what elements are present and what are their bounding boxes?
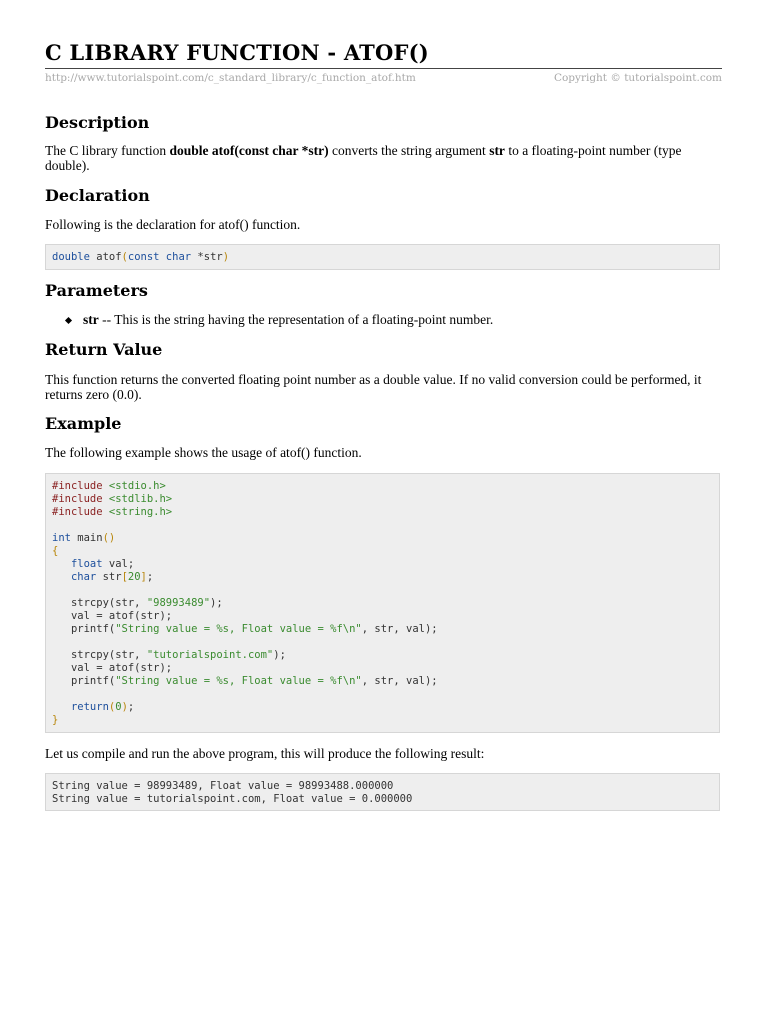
code-token bbox=[52, 558, 71, 570]
code-line bbox=[52, 506, 713, 519]
output-block bbox=[45, 773, 720, 811]
list-item bbox=[83, 312, 493, 327]
code-token: printf( bbox=[52, 675, 116, 687]
code-token: atof bbox=[89, 251, 122, 263]
code-token: val = atof(str); bbox=[52, 662, 173, 674]
code-line bbox=[52, 532, 713, 545]
code-token: ] bbox=[140, 571, 147, 583]
code-line bbox=[52, 714, 713, 727]
code-token: double bbox=[52, 251, 90, 263]
declaration-heading: Declaration bbox=[45, 186, 150, 205]
argument-name: str bbox=[489, 143, 505, 158]
code-token: float bbox=[70, 558, 103, 570]
code-token: , str, val); bbox=[361, 675, 438, 687]
copyright-notice: Copyright © tutorialspoint.com bbox=[553, 72, 722, 84]
code-token: ); bbox=[273, 649, 286, 661]
code-token: () bbox=[102, 532, 116, 544]
code-token: ) bbox=[222, 251, 230, 263]
code-token: val; bbox=[102, 558, 135, 570]
example-heading: Example bbox=[45, 414, 122, 433]
code-line bbox=[52, 675, 713, 688]
code-token: main bbox=[70, 532, 103, 544]
parameter-name: str bbox=[83, 312, 99, 327]
code-token: const char bbox=[127, 251, 192, 263]
declaration-code-block bbox=[45, 244, 720, 270]
code-line bbox=[52, 636, 713, 649]
code-line bbox=[52, 558, 713, 571]
code-token: char bbox=[70, 571, 97, 583]
description-text-part: The C library function bbox=[45, 143, 170, 158]
code-line bbox=[52, 493, 713, 506]
code-token: 20 bbox=[127, 571, 141, 583]
code-line bbox=[52, 480, 713, 493]
code-token bbox=[52, 571, 71, 583]
code-token: { bbox=[52, 545, 59, 557]
code-line bbox=[52, 571, 713, 584]
code-line bbox=[52, 649, 713, 662]
code-line bbox=[52, 610, 713, 623]
code-token: ( bbox=[121, 251, 128, 263]
code-line bbox=[52, 662, 713, 675]
description-text-part: to a floating-point number (type double). bbox=[45, 143, 682, 173]
code-token: "String value = %s, Float value = %f\n" bbox=[115, 675, 362, 687]
code-token: ; bbox=[146, 571, 154, 583]
description-heading: Description bbox=[45, 113, 150, 132]
page-title: C LIBRARY FUNCTION - ATOF() bbox=[45, 40, 429, 65]
code-token: ); bbox=[210, 597, 223, 609]
code-token: , str, val); bbox=[361, 623, 438, 635]
code-token: #include bbox=[52, 493, 109, 505]
code-line bbox=[52, 519, 713, 532]
code-token: * bbox=[191, 251, 204, 263]
code-token: val = atof(str); bbox=[52, 610, 173, 622]
function-signature: double atof(const char *str) bbox=[169, 143, 329, 158]
code-token: str bbox=[203, 251, 223, 263]
source-url[interactable]: http://www.tutorialspoint.com/c_standard_library/c_function_atof.htm bbox=[45, 72, 416, 84]
code-token: [ bbox=[121, 571, 128, 583]
code-token: #include bbox=[52, 480, 109, 492]
declaration-text: Following is the declaration for atof() function. bbox=[45, 217, 301, 232]
code-token: strcpy(str, bbox=[52, 649, 147, 661]
code-line bbox=[52, 701, 713, 714]
return-value-text: This function returns the converted floating point number as a double value. If no valid conversion could be performed, it returns zero (0.0). bbox=[45, 372, 702, 402]
code-token: } bbox=[52, 714, 59, 726]
description-text-part: converts the string argument bbox=[328, 143, 490, 158]
code-token: ( bbox=[108, 701, 116, 713]
title-divider bbox=[45, 68, 722, 69]
code-token: strcpy(str, bbox=[52, 597, 147, 609]
example-text: The following example shows the usage of atof() function. bbox=[45, 445, 362, 460]
return-value-heading: Return Value bbox=[45, 340, 163, 359]
code-line bbox=[52, 597, 713, 610]
code-token: <stdlib.h> bbox=[108, 493, 173, 505]
code-line bbox=[52, 688, 713, 701]
code-token: <string.h> bbox=[108, 506, 173, 518]
code-token: #include bbox=[52, 506, 109, 518]
example-code-block bbox=[45, 473, 720, 733]
description-text bbox=[45, 143, 725, 173]
code-token bbox=[52, 701, 71, 713]
code-token: str bbox=[96, 571, 122, 583]
output-line: String value = tutorialspoint.com, Float value = 0.000000 bbox=[52, 793, 413, 805]
code-token: printf( bbox=[52, 623, 116, 635]
code-line bbox=[52, 623, 713, 636]
parameters-list bbox=[45, 312, 493, 327]
code-token: <stdio.h> bbox=[108, 480, 166, 492]
code-line bbox=[52, 545, 713, 558]
output-line: String value = 98993489, Float value = 98993488.000000 bbox=[52, 780, 394, 792]
code-token: ) bbox=[121, 701, 128, 713]
code-token: "98993489" bbox=[146, 597, 211, 609]
code-token: 0 bbox=[115, 701, 122, 713]
code-token: "tutorialspoint.com" bbox=[146, 649, 274, 661]
code-token: "String value = %s, Float value = %f\n" bbox=[115, 623, 362, 635]
code-token: ; bbox=[127, 701, 135, 713]
code-token: int bbox=[52, 532, 71, 544]
code-line bbox=[52, 584, 713, 597]
result-text: Let us compile and run the above program, this will produce the following result: bbox=[45, 746, 485, 761]
code-token: return bbox=[70, 701, 109, 713]
parameters-heading: Parameters bbox=[45, 281, 148, 300]
parameter-description: -- This is the string having the representation of a floating-point number. bbox=[98, 312, 494, 327]
